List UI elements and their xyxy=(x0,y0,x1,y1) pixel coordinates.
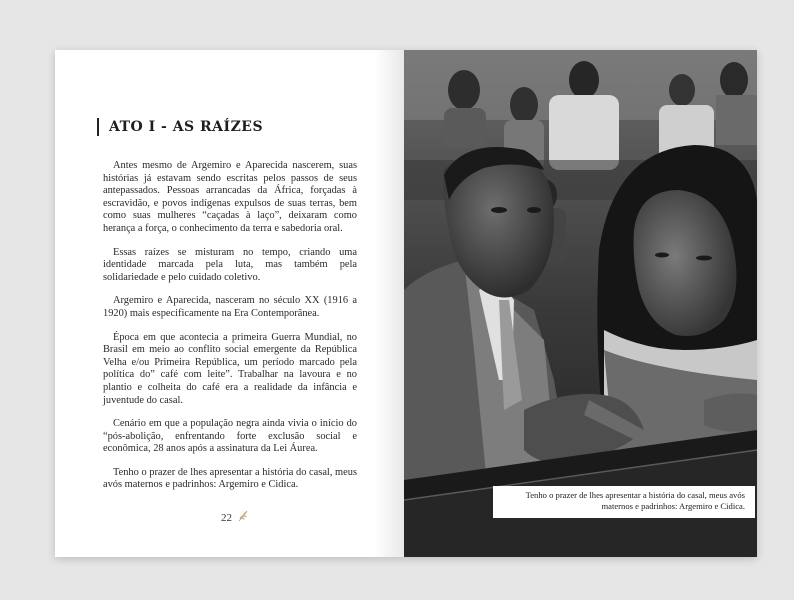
right-page xyxy=(404,50,757,557)
left-page xyxy=(55,50,404,557)
paragraph-3: Argemiro e Aparecida, nasceram no século XX (1916 a 1920) mais especificamente na Era Contemporânea. xyxy=(103,295,357,319)
paragraph-1: Antes mesmo de Argemiro e Aparecida nascerem, suas histórias já estavam sendo escritas pelos passos de seus antepassados. Pessoas arrancadas da África, forçadas à escravidão, e povos indígenas expulsos de suas terras, bem como suas mulheres “caçadas à laço”, deixaram como herança a força, o conhecimento da terra e sabedoria oral. xyxy=(103,160,357,234)
caption-line-1: Tenho o prazer de lhes apresentar a história do casal, meus avós xyxy=(525,490,745,500)
laurel-leaf-icon xyxy=(237,510,249,522)
paragraph-4: Época em que acontecia a primeira Guerra Mundial, no Brasil em meio ao conflito social emergente da República Velha e/ou Primeira República, um período marcado pela política do” café com leite”. Trabalhar na lavoura e no plantio e colheita do café era a realidade da infância e juventude do casal. xyxy=(103,331,357,406)
paragraph-5: Cenário em que a população negra ainda vivia o início do “pós-abolição, enfrentando forte exclusão social e econômica, 28 anos após a assinatura da Lei Áurea. xyxy=(103,418,357,455)
book-spread xyxy=(55,50,757,557)
chapter-heading: ATO I - AS RAÍZES xyxy=(97,118,263,136)
couple-photo xyxy=(404,50,757,557)
photo-caption xyxy=(493,486,755,518)
paragraph-6: Tenho o prazer de lhes apresentar a história do casal, meus avós maternos e padrinhos: Argemiro e Cidica. xyxy=(103,466,357,491)
page-number-text: 22 xyxy=(221,512,232,524)
body-text xyxy=(103,160,357,503)
caption-line-2: maternos e padrinhos: Argemiro e Cidica. xyxy=(601,501,745,511)
page-number xyxy=(221,510,249,524)
paragraph-2: Essas raízes se misturam no tempo, criando uma identidade marcada pela luta, mas também pela solidariedade e pelo cuidado coletivo. xyxy=(103,246,357,283)
